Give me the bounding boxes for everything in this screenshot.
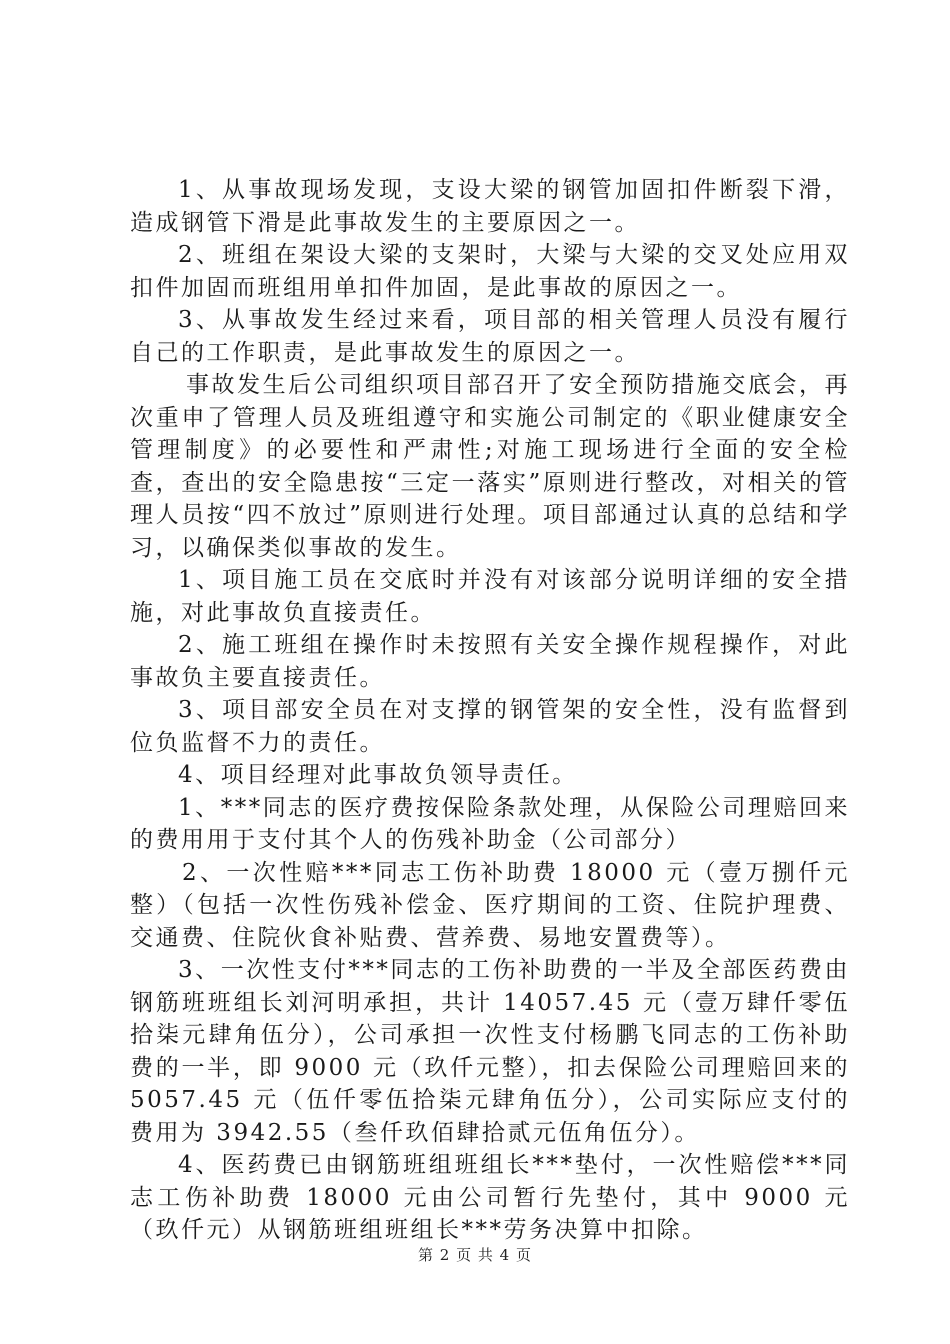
paragraph-responsibility-1: 1、项目施工员在交底时并没有对该部分说明详细的安全措施，对此事故负直接责任。 (130, 567, 850, 626)
paragraph-compensation-3: 3、一次性支付***同志的工伤补助费的一半及全部医药费由钢筋班班组长刘河明承担，共计 14057.45 元（壹万肆仟零伍拾柒元肆角伍分），公司承担一次性支付杨鹏飞同志的工伤补助费的一半，即 9000 元（玖仟元整），扣去保险公司理赔回来的 5057.45 元（伍仟零伍拾柒元肆角伍分），公司实际应支付的费用为 3942.55（叁仟玖佰肆拾贰元伍角伍分）。 (130, 957, 850, 1146)
paragraph-compensation-4: 4、医药费已由钢筋班组班组长***垫付，一次性赔偿***同志工伤补助费 18000 元由公司暂行先垫付，其中 9000 元（玖仟元）从钢筋班组班组长***劳务决算中扣除。 (130, 1152, 850, 1243)
paragraph-responsibility-3: 3、项目部安全员在对支撑的钢管架的安全性，没有监督到位负监督不力的责任。 (130, 697, 850, 756)
paragraph-compensation-1: 1、***同志的医疗费按保险条款处理，从保险公司理赔回来的费用用于支付其个人的伤残补助金（公司部分） (130, 794, 850, 853)
paragraph-cause-3: 3、从事故发生经过来看，项目部的相关管理人员没有履行自己的工作职责，是此事故发生的原因之一。 (130, 307, 850, 366)
page-number-footer: 第 2 页 共 4 页 (418, 1246, 532, 1264)
paragraph-measures: 事故发生后公司组织项目部召开了安全预防措施交底会，再次重申了管理人员及班组遵守和实施公司制定的《职业健康安全管理制度》的必要性和严肃性;对施工现场进行全面的安全检查，查出的安全隐患按“三定一落实”原则进行整改，对相关的管理人员按“四不放过”原则进行处理。项目部通过认真的总结和学习，以确保类似事故的发生。 (130, 372, 850, 561)
document-body (130, 174, 850, 1247)
paragraph-cause-2: 2、班组在架设大梁的支架时，大梁与大梁的交叉处应用双扣件加固而班组用单扣件加固，是此事故的原因之一。 (130, 242, 850, 301)
paragraph-responsibility-4: 4、项目经理对此事故负领导责任。 (178, 762, 578, 788)
paragraph-cause-1: 1、从事故现场发现，支设大梁的钢管加固扣件断裂下滑，造成钢管下滑是此事故发生的主要原因之一。 (130, 177, 850, 236)
paragraph-compensation-2: 2、一次性赔***同志工伤补助费 18000 元（壹万捌仟元整）（包括一次性伤残补偿金、医疗期间的工资、住院护理费、交通费、住院伙食补贴费、营养费、易地安置费等）。 (130, 859, 850, 951)
paragraph-responsibility-2: 2、施工班组在操作时未按照有关安全操作规程操作，对此事故负主要直接责任。 (130, 632, 850, 691)
